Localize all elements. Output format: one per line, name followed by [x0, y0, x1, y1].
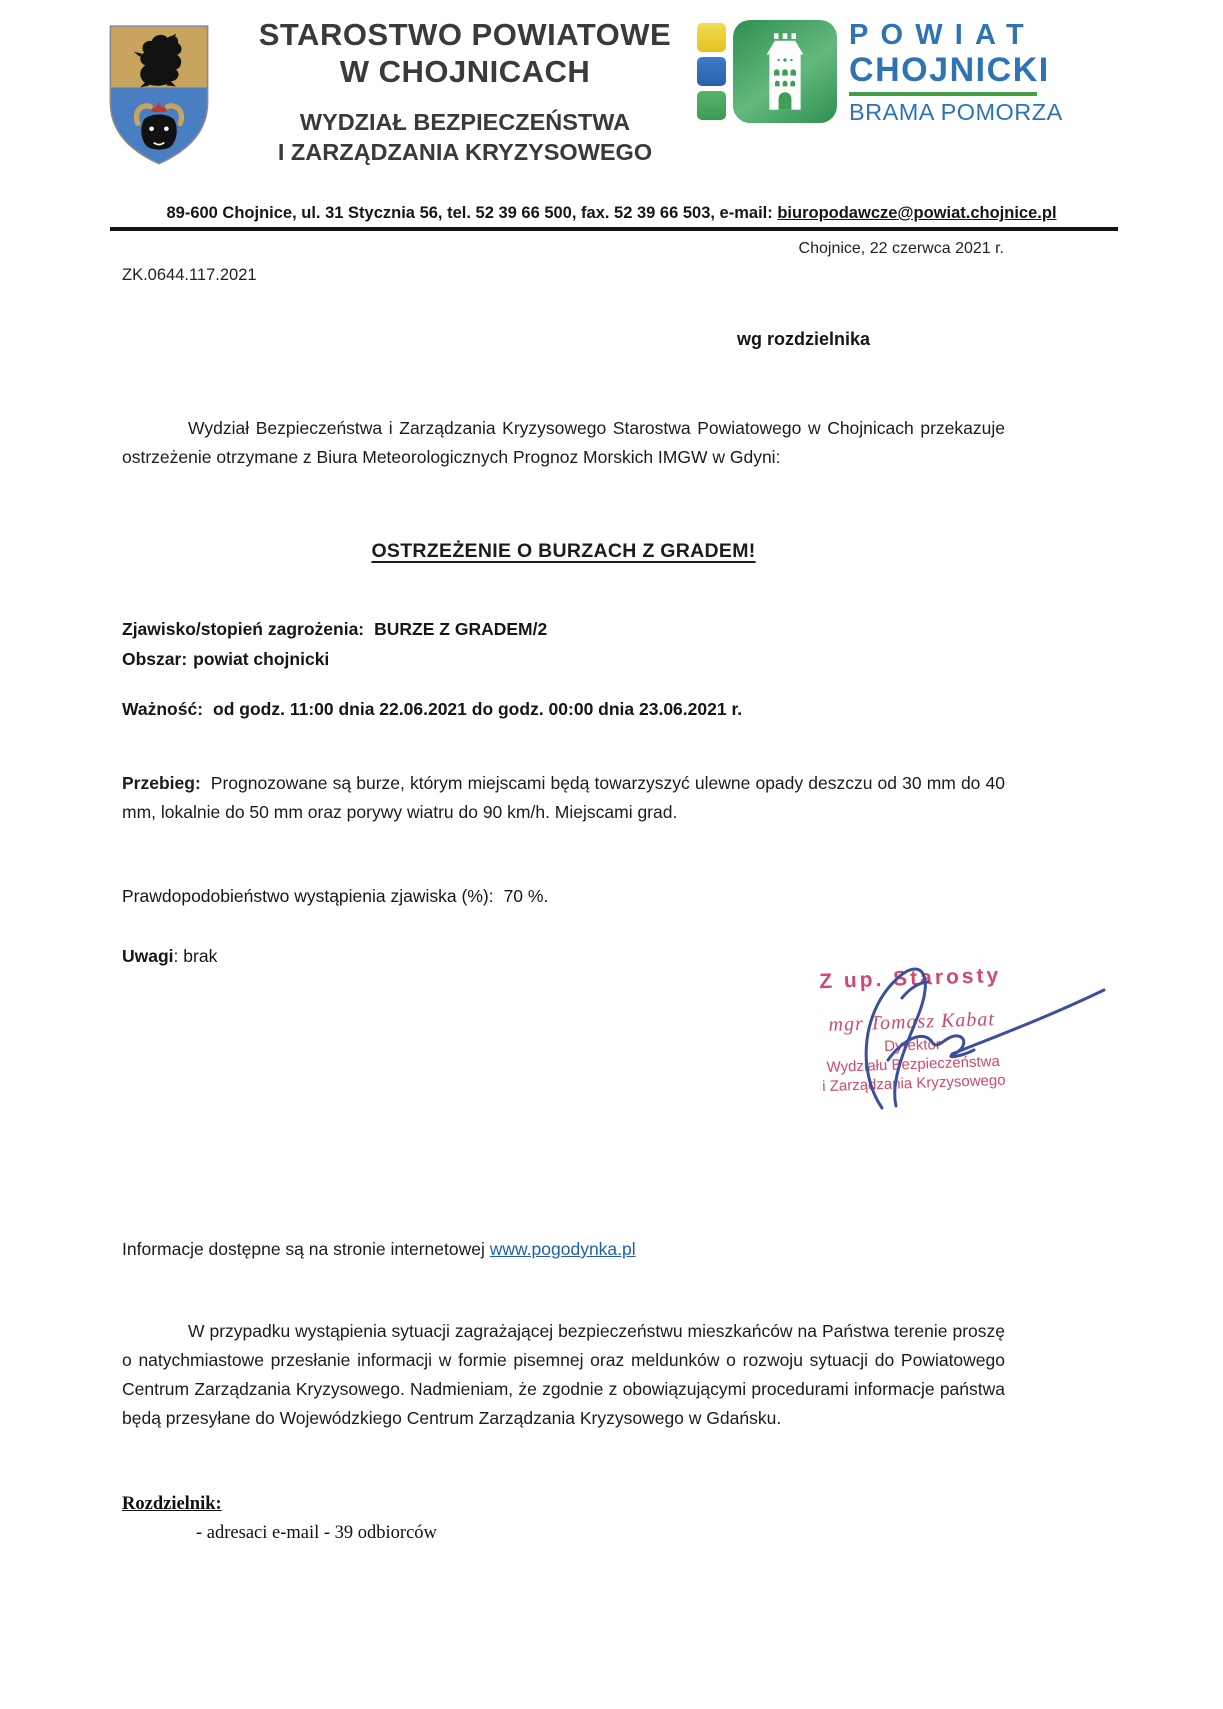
contact-address-text: 89-600 Chojnice, ul. 31 Stycznia 56, tel. 52 39 66 500, fax. 52 39 66 503, e-mail:: [166, 204, 778, 222]
place-and-date: Chojnice, 22 czerwca 2021 r.: [798, 240, 1004, 257]
remarks-label: Uwagi: [122, 946, 174, 966]
powiat-chojnicki-logo: [697, 19, 1063, 125]
reference-number: ZK.0644.117.2021: [122, 266, 257, 284]
area-value: powiat chojnicki: [193, 649, 330, 669]
phenomenon-value: BURZE Z GRADEM/2: [374, 619, 548, 639]
stamp-dept-line2: i Zarządzania Kryzysowego: [821, 1071, 1006, 1096]
department-line2: I ZARZĄDZANIA KRYZYSOWEGO: [277, 139, 653, 165]
remarks-line: [122, 946, 217, 967]
stamp-dept-line1: Wydziału Bezpieczeństwa: [826, 1052, 1001, 1076]
validity-label: Ważność:: [122, 699, 204, 719]
probability-label: Prawdopodobieństwo wystąpienia zjawiska (%):: [122, 886, 494, 906]
area-label: Obszar:: [122, 649, 188, 669]
distribution-label: Rozdzielnik:: [122, 1494, 222, 1514]
warning-title: OSTRZEŻENIE O BURZACH Z GRADEM!: [371, 540, 756, 562]
department-block: [222, 107, 708, 167]
addressee-note: wg rozdzielnika: [737, 329, 871, 349]
chojnice-coat-of-arms-icon: [106, 22, 212, 170]
probability-value: 70 %.: [503, 886, 549, 906]
logo-tagline: BRAMA POMORZA: [849, 99, 1063, 125]
distribution-item: - adresaci e-mail - 39 odbiorców: [196, 1523, 437, 1543]
pogodynka-link[interactable]: www.pogodynka.pl: [489, 1239, 636, 1259]
logo-divider: [849, 92, 1037, 96]
probability-line: [122, 886, 548, 907]
info-line: [122, 1239, 636, 1260]
validity-value: od godz. 11:00 dnia 22.06.2021 do godz. 00:00 dnia 23.06.2021 r.: [213, 699, 743, 719]
gate-tower-icon: [733, 20, 837, 123]
logo-text-block: [849, 19, 1063, 125]
logo-powiat-label: POWIAT: [849, 19, 1036, 51]
org-name-line1: STAROSTWO POWIATOWE: [258, 17, 672, 52]
course-paragraph: [122, 769, 1005, 827]
logo-chojnicki-label: CHOJNICKI: [849, 51, 1050, 89]
remarks-value: : brak: [173, 946, 218, 966]
course-label: Przebieg:: [122, 772, 201, 793]
header-rule: [110, 227, 1118, 231]
intro-paragraph: Wydział Bezpieczeństwa i Zarządzania Kryzysowego Starostwa Powiatowego w Chojnicach przekazuje ostrzeżenie otrzymane z Biura Meteorologicznych Prognoz Morskich IMGW w Gdyni:: [122, 417, 1005, 467]
logo-color-squares-icon: [697, 23, 726, 125]
contact-line: [0, 204, 1223, 223]
phenomenon-label: Zjawisko/stopień zagrożenia:: [122, 619, 365, 639]
contact-email-link[interactable]: biuropodawcze@powiat.chojnice.pl: [777, 204, 1057, 222]
course-value: Prognozowane są burze, którym miejscami będą towarzyszyć ulewne opady deszczu od 30 mm do 40 mm, lokalnie do 50 mm oraz porywy wiatru do 90 km/h. Miejscami grad.: [122, 772, 1005, 822]
info-text: Informacje dostępne są na stronie internetowej: [122, 1239, 490, 1259]
logo-green-square-icon: [697, 91, 726, 120]
logo-blue-square-icon: [697, 57, 726, 86]
validity-line: [122, 699, 742, 720]
area-line: [122, 649, 329, 670]
letterhead-title-block: [222, 16, 708, 167]
phenomenon-line: [122, 619, 547, 640]
org-name-line2: W CHOJNICACH: [339, 54, 591, 89]
closing-paragraph: W przypadku wystąpienia sytuacji zagrażającej bezpieczeństwu mieszkańców na Państwa terenie proszę o natychmiastowe przesłanie informacji w formie pisemnej oraz meldunków o rozwoju sytuacji do Powiatowego Centrum Zarządzania Kryzysowego. Nadmieniam, że zgodnie z obowiązującymi procedurami informacje państwa będą przesyłane do Wojewódzkiego Centrum Zarządzania Kryzysowego w Gdańsku.: [122, 1320, 1005, 1428]
stamp-authorization-line: Z up. Starosty: [818, 963, 1002, 994]
official-stamp: [790, 963, 1034, 1097]
department-line1: WYDZIAŁ BEZPIECZEŃSTWA: [299, 109, 631, 135]
stamp-position-line: Dyrektor: [883, 1036, 942, 1055]
logo-yellow-square-icon: [697, 23, 726, 52]
stamp-name-line: mgr Tomasz Kabat: [828, 1008, 996, 1036]
